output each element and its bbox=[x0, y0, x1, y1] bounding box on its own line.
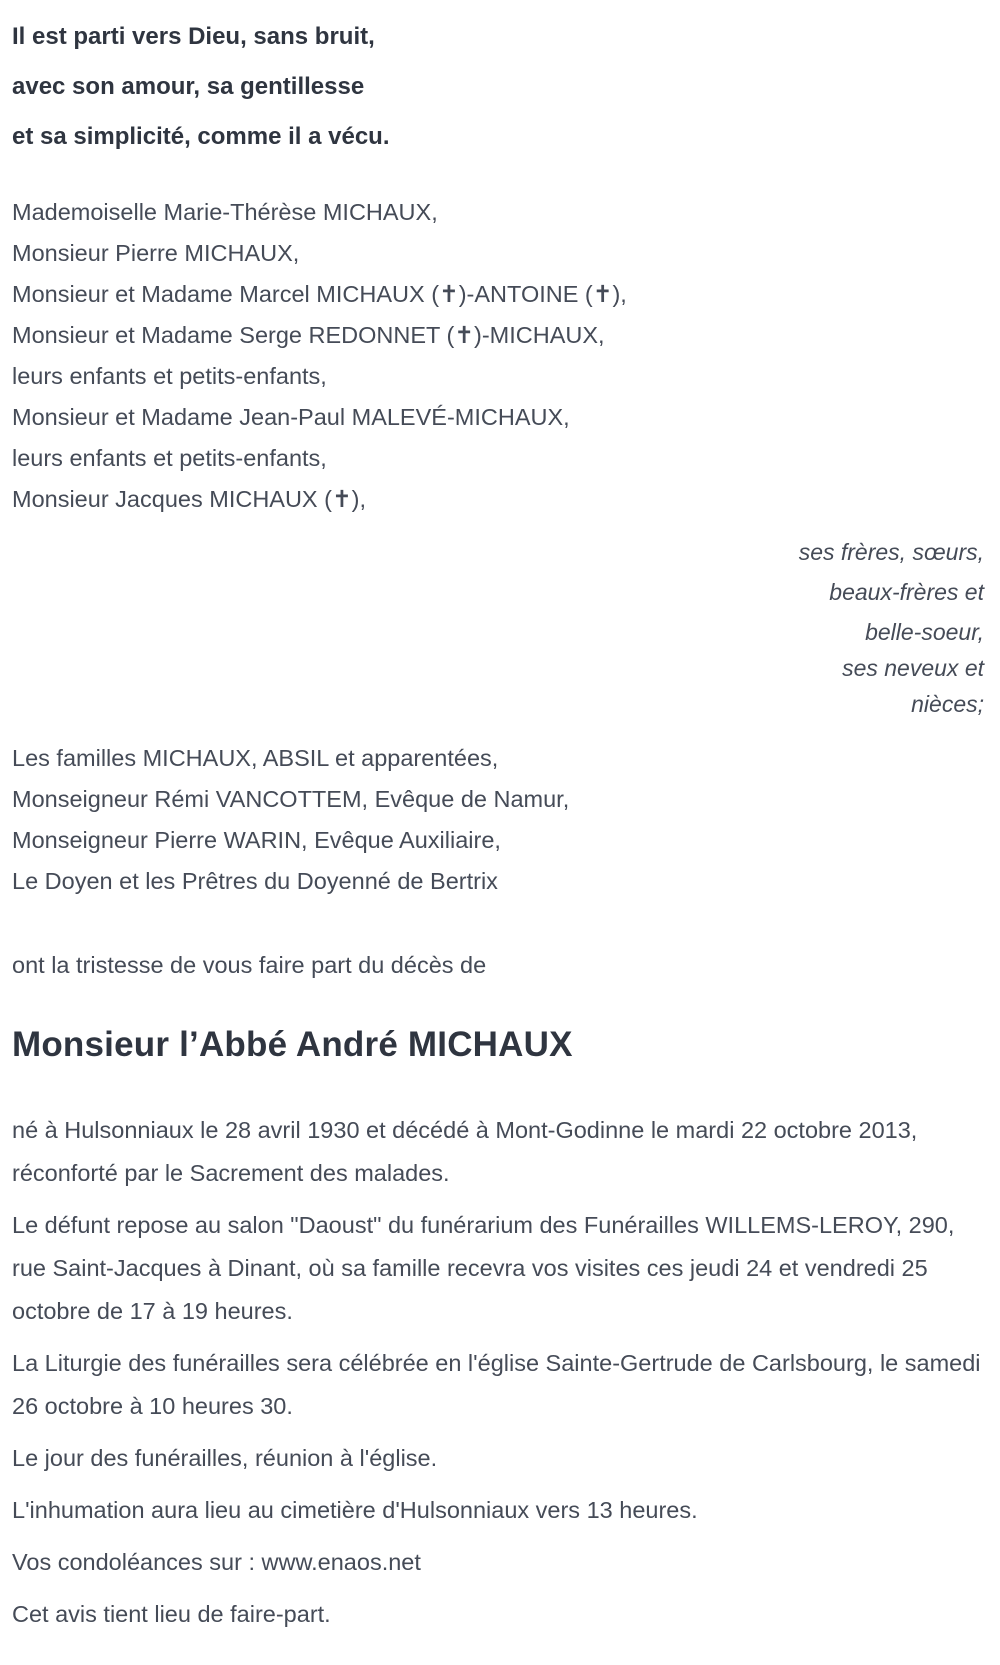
clergy-line: Les familles MICHAUX, ABSIL et apparentées, bbox=[12, 745, 499, 771]
epitaph-block bbox=[12, 12, 988, 162]
family-line: Monsieur et Madame Serge REDONNET (✝)-MICHAUX, bbox=[12, 322, 605, 348]
paragraph-funeral-home: Le défunt repose au salon "Daoust" du funérarium des Funérailles WILLEMS-LEROY, 290, rue Saint-Jacques à Dinant, où sa famille recevra vos visites ces jeudi 24 et vendredi 25 octobre de 17 à 19 heures. bbox=[12, 1212, 955, 1324]
relations-line: beaux-frères et bbox=[829, 579, 984, 605]
clergy-line: Le Doyen et les Prêtres du Doyenné de Bertrix bbox=[12, 868, 498, 894]
family-line: Monsieur Jacques MICHAUX (✝), bbox=[12, 486, 367, 512]
paragraph-notice: Cet avis tient lieu de faire-part. bbox=[12, 1601, 331, 1627]
relations-line: belle-soeur, bbox=[865, 619, 984, 645]
relations-line: nièces; bbox=[911, 691, 984, 717]
epitaph-line: et sa simplicité, comme il a vécu. bbox=[12, 123, 390, 150]
clergy-list bbox=[12, 738, 988, 902]
clergy-line: Monseigneur Rémi VANCOTTEM, Evêque de Namur, bbox=[12, 786, 570, 812]
paragraph-condolences: Vos condoléances sur : www.enaos.net bbox=[12, 1549, 421, 1575]
family-line: Mademoiselle Marie-Thérèse MICHAUX, bbox=[12, 199, 438, 225]
details-block bbox=[12, 1109, 988, 1636]
family-line: leurs enfants et petits-enfants, bbox=[12, 445, 327, 471]
epitaph-line: avec son amour, sa gentillesse bbox=[12, 73, 365, 100]
epitaph-line: Il est parti vers Dieu, sans bruit, bbox=[12, 23, 375, 50]
paragraph-burial: L'inhumation aura lieu au cimetière d'Hulsonniaux vers 13 heures. bbox=[12, 1497, 698, 1523]
family-line: Monsieur et Madame Jean-Paul MALEVÉ-MICHAUX, bbox=[12, 404, 570, 430]
family-line: Monsieur Pierre MICHAUX, bbox=[12, 240, 300, 266]
deceased-name: Monsieur l’Abbé André MICHAUX bbox=[12, 1025, 573, 1064]
relations-line: ses frères, sœurs, bbox=[798, 539, 984, 565]
obituary-page bbox=[12, 12, 988, 1636]
family-list bbox=[12, 192, 988, 520]
family-line: leurs enfants et petits-enfants, bbox=[12, 363, 327, 389]
paragraph-birth-death: né à Hulsonniaux le 28 avril 1930 et décédé à Mont-Godinne le mardi 22 octobre 2013, réconforté par le Sacrement des malades. bbox=[12, 1117, 918, 1186]
relations-line: ses neveux et bbox=[842, 655, 984, 681]
paragraph-meeting: Le jour des funérailles, réunion à l'église. bbox=[12, 1445, 438, 1471]
announcement-line: ont la tristesse de vous faire part du décès de bbox=[12, 952, 487, 978]
clergy-line: Monseigneur Pierre WARIN, Evêque Auxiliaire, bbox=[12, 827, 501, 853]
relations-block bbox=[12, 532, 988, 724]
family-line: Monsieur et Madame Marcel MICHAUX (✝)-ANTOINE (✝), bbox=[12, 281, 627, 307]
paragraph-liturgy: La Liturgie des funérailles sera célébrée en l'église Sainte-Gertrude de Carlsbourg, le samedi 26 octobre à 10 heures 30. bbox=[12, 1350, 981, 1419]
